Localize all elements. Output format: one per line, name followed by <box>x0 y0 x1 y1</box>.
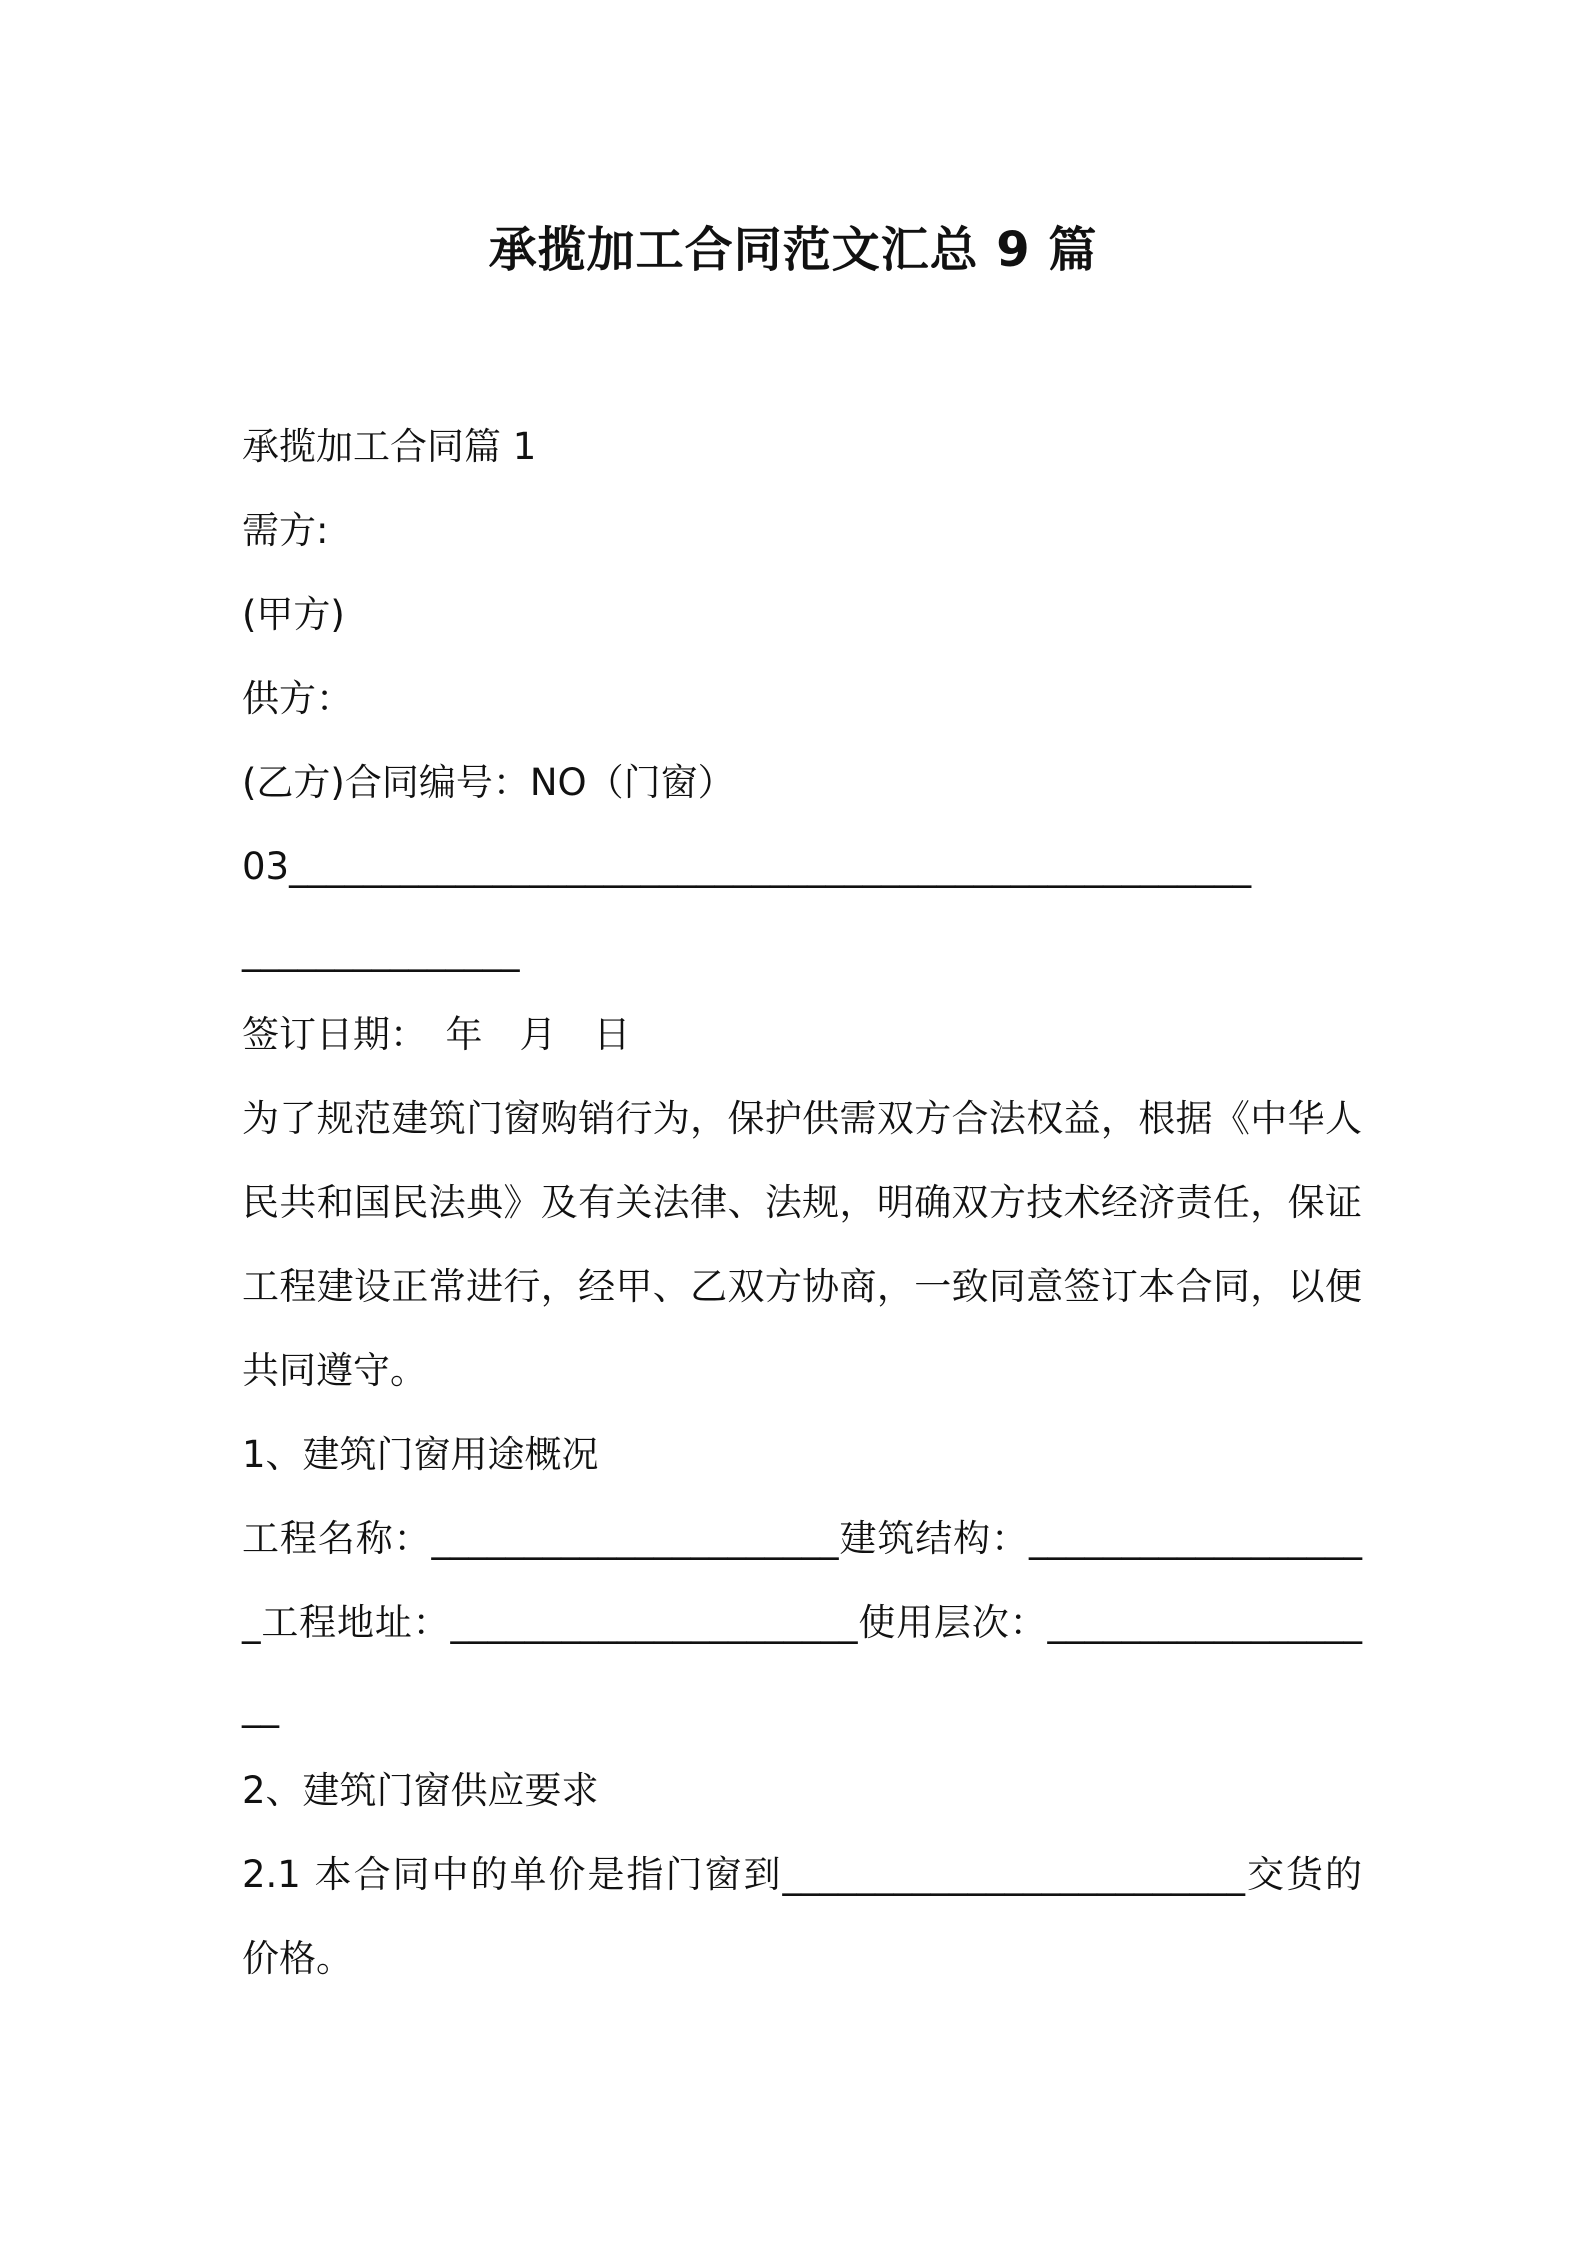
contract-heading: 承揽加工合同篇 1 <box>242 425 537 468</box>
document-body <box>242 405 1362 2001</box>
section-1-fields: 工程名称：______________________建筑结构：___________________工程地址：______________________使用层次：___________________ <box>242 1517 1362 1728</box>
document-title: 承揽加工合同范文汇总 9 篇 <box>488 222 1098 278</box>
supplier-label: 供方： <box>242 677 353 720</box>
signing-date-line: 签订日期： 年 月 日 <box>242 1013 631 1056</box>
section-2-heading: 2、建筑门窗供应要求 <box>242 1769 599 1812</box>
section-2-1-paragraph: 2.1 本合同中的单价是指门窗到_________________________交货的价格。 <box>242 1853 1362 1980</box>
party-a-label: (甲方) <box>242 593 345 636</box>
contract-number-blank-1: 03____________________________________________________ <box>242 845 1252 888</box>
buyer-label: 需方: <box>242 509 329 552</box>
contract-number-line: (乙方)合同编号：NO（门窗） <box>242 761 735 804</box>
intro-paragraph: 为了规范建筑门窗购销行为，保护供需双方合法权益，根据《中华人民共和国民法典》及有关法律、法规，明确双方技术经济责任，保证工程建设正常进行，经甲、乙双方协商，一致同意签订本合同，以便共同遵守。 <box>242 1097 1362 1392</box>
section-1-heading: 1、建筑门窗用途概况 <box>242 1433 599 1476</box>
contract-number-blank-2: _______________ <box>242 929 520 972</box>
